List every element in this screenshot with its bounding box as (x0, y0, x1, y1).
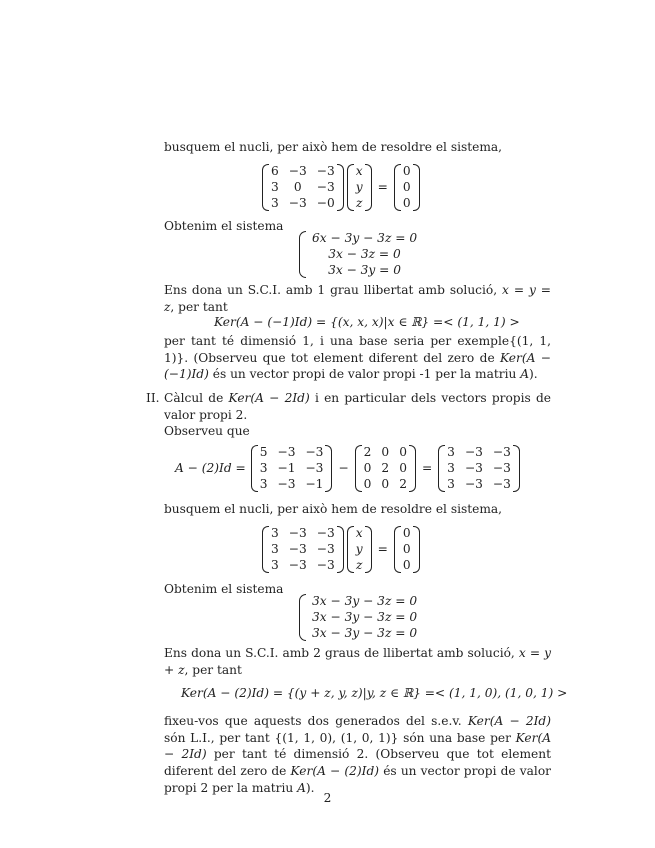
matrix-cell: 3 (259, 460, 268, 475)
vector-cell: x (355, 164, 363, 178)
matrix-cell: 0 (363, 476, 372, 491)
paragraph-sci-1 (164, 282, 551, 315)
vector-xyz (347, 164, 372, 211)
matrix-2a-cells (260, 445, 324, 492)
system-1 (299, 231, 417, 278)
math-run: Ker(A − (−1)Id) (164, 350, 551, 382)
matrix-equation-3 (262, 526, 420, 573)
math-run: x = y = z (164, 283, 551, 314)
lhs-expression: A − (2)Id = (175, 461, 246, 476)
vector-cell: y (355, 179, 363, 194)
minus-sign: − (338, 461, 349, 476)
matrix-2c (438, 445, 520, 492)
system-1-brace (299, 231, 417, 278)
text-run: Ens dona un S.C.I. amb 2 graus de llibertat amb solució, (164, 646, 519, 660)
vector-cell: 0 (402, 179, 411, 194)
vector-zero (394, 526, 420, 573)
vector-cell: 0 (402, 195, 411, 210)
text-run: per tant té dimensió 2. (Observeu que tot element diferent del zero de (164, 747, 551, 779)
matrix-cell: −3 (288, 541, 307, 556)
equation-line: 3x − 3y − 3z = 0 (312, 625, 418, 640)
text-run: Ens dona un S.C.I. amb 1 grau llibertat amb solució, (164, 283, 503, 297)
matrix-cell: 3 (271, 541, 279, 556)
kernel-equation-1: Ker(A − (−1)Id) = {(x, x, x)|x ∈ ℝ} =< (1, 1, 1) > (214, 315, 520, 329)
matrix-cell: 0 (293, 179, 302, 194)
matrix-cell: 3 (271, 195, 279, 210)
matrix-cell: −3 (464, 476, 483, 491)
matrix-cell: 2 (381, 460, 390, 475)
matrix-cell: −3 (288, 164, 307, 178)
matrix-cell: 0 (399, 445, 407, 459)
matrix-cell: −3 (464, 460, 483, 475)
paragraph-dimension-1 (164, 333, 551, 383)
equals-sign: = (421, 461, 433, 476)
math-run: Ker(A − 2Id) (467, 714, 551, 728)
equation-line: 3x − 3y − 3z = 0 (312, 609, 418, 624)
kernel-equation-2: Ker(A − (2)Id) = {(y + z, y, z)|y, z ∈ ℝ} =< (1, 1, 0), (1, 0, 1) > (181, 686, 568, 700)
matrix-cell: 6 (271, 164, 279, 178)
matrix-2a (251, 445, 333, 492)
math-run: x = y + z (164, 646, 551, 677)
equation-line: 6x − 3y − 3z = 0 (312, 231, 418, 245)
matrix-cell: 3 (271, 557, 279, 572)
vector-cell: x (355, 526, 363, 540)
equation-line: 3x − 3y − 3z = 0 (312, 594, 418, 608)
math-run: A (297, 780, 306, 795)
text-run: per tant té dimensió 1, i una base seria per exemple{(1, 1, 1)}. (Observeu que tot element diferent del zero de (164, 334, 551, 365)
matrix-cell: 2 (399, 476, 407, 491)
matrix-cell: −3 (492, 460, 511, 475)
matrix-cell: −3 (316, 557, 335, 572)
text-run: , per tant (184, 662, 242, 677)
matrix-2b (355, 445, 416, 492)
matrix-cell: −3 (288, 195, 307, 210)
matrix-cell: −0 (316, 195, 335, 210)
matrix-cell: −3 (305, 460, 324, 475)
math-run: Ker(A − 2Id) (228, 391, 310, 405)
matrix-cell: −3 (316, 164, 335, 178)
paragraph-dimension-2 (164, 713, 551, 797)
matrix-cell: −1 (305, 476, 324, 491)
matrix-cell: −3 (316, 179, 335, 194)
matrix-cell: 0 (381, 445, 390, 459)
matrix-cell: −3 (277, 445, 296, 459)
system-2-brace (299, 594, 417, 641)
matrix-cell: 3 (447, 460, 455, 475)
matrix-cell: 0 (399, 460, 407, 475)
text-run: fixeu-vos que aquests dos generados del s.e.v. (164, 714, 468, 728)
equation-line: 3x − 3y = 0 (328, 262, 402, 277)
paragraph-obtenim-1: Obtenim el sistema (164, 219, 284, 233)
paragraph-nucli-2: busquem el nucli, per això hem de resoldre el sistema, (164, 502, 503, 516)
matrix-cell: 3 (271, 526, 279, 540)
matrix-cell: 3 (447, 476, 455, 491)
paragraph-sci-2 (164, 645, 551, 678)
vector-zero (394, 164, 420, 211)
text-run: , per tant (170, 299, 228, 314)
text-run: i en particular dels vectors propis de valor propi 2. (164, 391, 551, 422)
math-run: Ker(A − 2Id) (164, 730, 551, 762)
text-run: ). (305, 780, 315, 795)
system-1-equations (312, 231, 417, 278)
paragraph-nucli-1: busquem el nucli, per això hem de resoldre el sistema, (164, 140, 503, 154)
left-brace (299, 231, 306, 278)
matrix-cell: 3 (271, 179, 279, 194)
matrix-2c-cells (447, 445, 511, 492)
matrix-3-cells (271, 526, 335, 573)
page-number: 2 (323, 791, 332, 805)
vector-xyz-cells (356, 164, 363, 211)
text-run: ). (529, 367, 538, 382)
vector-cell: z (355, 195, 363, 210)
matrix-cell: 3 (447, 445, 455, 459)
text-run: és un vector propi de valor propi -1 per la matriu (208, 367, 521, 382)
matrix-equation-1 (262, 164, 420, 211)
text-run: són L.I., per tant {(1, 1, 0), (1, 0, 1)} són una base per (164, 730, 516, 745)
item-number-ii: II. (146, 391, 160, 405)
equation-line: 3x − 3z = 0 (328, 246, 401, 261)
math-run: A (520, 367, 530, 382)
vector-cell: 0 (402, 541, 411, 556)
item-ii-heading (164, 390, 551, 423)
vector-cell: y (355, 541, 363, 556)
paragraph-obtenim-2: Obtenim el sistema (164, 582, 284, 596)
matrix-cell: −3 (316, 541, 335, 556)
vector-cell: z (355, 557, 363, 572)
matrix-cell: −3 (288, 557, 307, 572)
vector-cell: 0 (402, 164, 411, 178)
vector-cell: 0 (402, 557, 411, 572)
math-run: Ker(A − (2)Id) (290, 764, 380, 779)
paragraph-observeu: Observeu que (164, 424, 250, 438)
matrix-cell: 5 (259, 445, 268, 459)
vector-zero-cells (403, 526, 411, 573)
equals-sign: = (377, 542, 388, 557)
matrix-cell: −3 (464, 445, 483, 459)
matrix-cell: −3 (277, 476, 296, 491)
matrix-cell: −3 (288, 526, 307, 540)
matrix-3 (262, 526, 344, 573)
system-2-equations (312, 594, 417, 641)
matrix-1 (262, 164, 344, 211)
matrix-cell: 3 (259, 476, 268, 491)
matrix-cell: −3 (316, 526, 335, 540)
matrix-cell: 0 (381, 476, 390, 491)
vector-xyz-cells (356, 526, 363, 573)
matrix-1-cells (271, 164, 335, 211)
matrix-2b-cells (364, 445, 407, 492)
matrix-cell: −3 (305, 445, 324, 459)
matrix-cell: −1 (277, 460, 296, 475)
matrix-cell: −3 (492, 445, 511, 459)
left-brace (299, 594, 306, 641)
matrix-cell: 0 (363, 460, 372, 475)
matrix-cell: 2 (363, 445, 372, 459)
text-run: és un vector propi de valor propi 2 per la matriu (164, 764, 551, 795)
matrix-equation-2 (175, 445, 520, 492)
text-run: Càlcul de (164, 391, 229, 405)
equals-sign: = (377, 180, 388, 195)
matrix-cell: −3 (492, 476, 511, 491)
vector-xyz (347, 526, 372, 573)
vector-zero-cells (403, 164, 411, 211)
vector-cell: 0 (402, 526, 411, 540)
system-2 (299, 594, 417, 641)
